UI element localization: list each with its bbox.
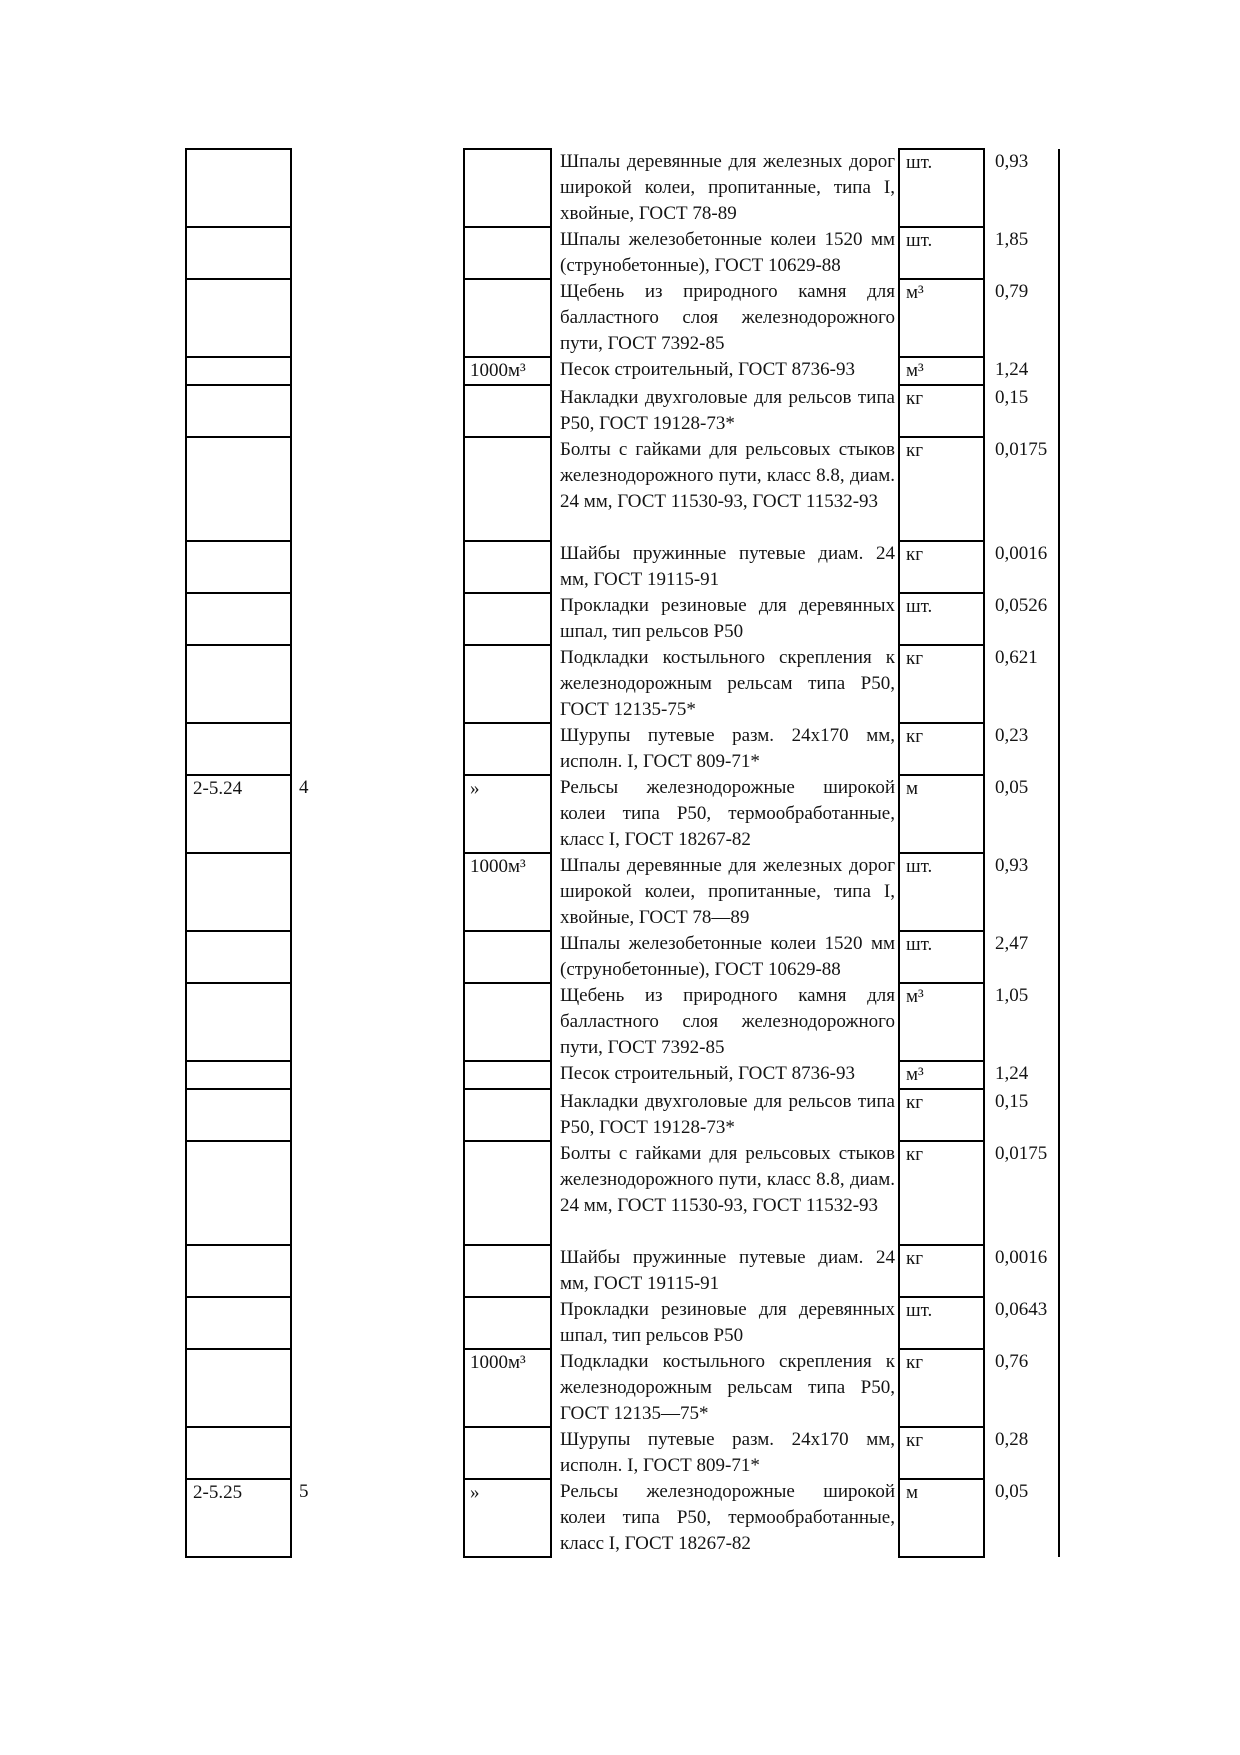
item-number-cell	[291, 357, 464, 385]
code-cell	[186, 1297, 291, 1349]
consumption-value-cell: 0,23	[984, 723, 1059, 775]
unit-cell: кг	[899, 385, 984, 437]
code-cell	[186, 931, 291, 983]
code-cell	[186, 357, 291, 385]
item-number-cell	[291, 541, 464, 593]
measure-unit-cell	[464, 983, 551, 1061]
unit-cell: шт.	[899, 1297, 984, 1349]
code-cell	[186, 279, 291, 357]
measure-unit-cell	[464, 1061, 551, 1089]
description-cell: Болты с гайками для рельсовых стыков железнодорожного пути, класс 8.8, диам. 24 мм, ГОСТ 11530-93, ГОСТ 11532-93	[551, 437, 899, 541]
item-number-cell	[291, 1089, 464, 1141]
unit-cell: кг	[899, 1089, 984, 1141]
item-number-cell	[291, 645, 464, 723]
item-number-cell	[291, 1427, 464, 1479]
description-cell: Рельсы железнодорожные широкой колеи типа Р50, термообработанные, класс I, ГОСТ 18267-82	[551, 1479, 899, 1557]
consumption-value-cell: 0,0175	[984, 1141, 1059, 1245]
code-cell	[186, 593, 291, 645]
code-cell	[186, 1061, 291, 1089]
table-row	[186, 437, 1059, 541]
description-cell: Шурупы путевые разм. 24х170 мм, исполн. I, ГОСТ 809-71*	[551, 723, 899, 775]
code-cell	[186, 541, 291, 593]
measure-unit-cell	[464, 931, 551, 983]
table-row	[186, 149, 1059, 227]
consumption-value-cell: 1,05	[984, 983, 1059, 1061]
code-cell	[186, 227, 291, 279]
unit-cell: м³	[899, 279, 984, 357]
measure-unit-cell	[464, 227, 551, 279]
measure-unit-cell	[464, 1297, 551, 1349]
consumption-value-cell: 0,0175	[984, 437, 1059, 541]
measure-unit-cell	[464, 645, 551, 723]
unit-cell: м³	[899, 1061, 984, 1089]
code-cell	[186, 1089, 291, 1141]
code-cell	[186, 1245, 291, 1297]
consumption-value-cell: 0,93	[984, 149, 1059, 227]
measure-unit-cell	[464, 437, 551, 541]
consumption-value-cell: 0,05	[984, 1479, 1059, 1557]
code-cell	[186, 437, 291, 541]
description-cell: Накладки двухголовые для рельсов типа Р50, ГОСТ 19128-73*	[551, 1089, 899, 1141]
measure-unit-cell	[464, 1141, 551, 1245]
table-row	[186, 1427, 1059, 1479]
table-row	[186, 1245, 1059, 1297]
item-number-cell: 4	[299, 777, 309, 798]
consumption-value-cell: 0,15	[984, 1089, 1059, 1141]
consumption-value-cell: 0,0643	[984, 1297, 1059, 1349]
consumption-value-cell: 0,28	[984, 1427, 1059, 1479]
measure-unit-cell	[464, 149, 551, 227]
measure-unit-cell: 1000м³	[464, 1349, 551, 1427]
description-cell: Щебень из природного камня для балластного слоя железнодорожного пути, ГОСТ 7392-85	[551, 983, 899, 1061]
code-cell: 2-5.24	[186, 775, 291, 853]
unit-cell: шт.	[899, 227, 984, 279]
code-cell	[186, 385, 291, 437]
description-cell: Прокладки резиновые для деревянных шпал, тип рельсов Р50	[551, 1297, 899, 1349]
consumption-value-cell: 0,0016	[984, 1245, 1059, 1297]
code-cell	[186, 1349, 291, 1427]
description-cell: Шурупы путевые разм. 24х170 мм, исполн. I, ГОСТ 809-71*	[551, 1427, 899, 1479]
unit-cell: кг	[899, 1141, 984, 1245]
measure-unit-cell	[464, 1427, 551, 1479]
table-row	[186, 775, 1059, 853]
measure-unit-cell: 1000м³	[464, 357, 551, 385]
item-number-cell	[291, 149, 464, 227]
unit-cell: м	[899, 775, 984, 853]
unit-cell: кг	[899, 437, 984, 541]
consumption-value-cell: 0,79	[984, 279, 1059, 357]
item-number-cell	[291, 437, 464, 541]
item-number-cell	[291, 1245, 464, 1297]
measure-unit-cell	[464, 1245, 551, 1297]
code-cell	[186, 149, 291, 227]
description-cell: Песок строительный, ГОСТ 8736-93	[551, 357, 899, 385]
item-number-cell	[291, 983, 464, 1061]
code-cell	[186, 645, 291, 723]
code-cell: 2-5.25	[186, 1479, 291, 1557]
consumption-value-cell: 0,15	[984, 385, 1059, 437]
item-number-cell	[291, 593, 464, 645]
item-number-cell	[291, 385, 464, 437]
code-cell	[186, 983, 291, 1061]
unit-cell: кг	[899, 1349, 984, 1427]
unit-cell: шт.	[899, 593, 984, 645]
unit-cell: шт.	[899, 853, 984, 931]
table-row	[186, 931, 1059, 983]
unit-cell: кг	[899, 723, 984, 775]
table-row	[186, 1061, 1059, 1089]
code-cell	[186, 1141, 291, 1245]
table-row	[186, 541, 1059, 593]
consumption-value-cell: 0,05	[984, 775, 1059, 853]
description-cell: Прокладки резиновые для деревянных шпал, тип рельсов Р50	[551, 593, 899, 645]
unit-cell: кг	[899, 541, 984, 593]
item-number-cell	[291, 931, 464, 983]
description-cell: Накладки двухголовые для рельсов типа Р50, ГОСТ 19128-73*	[551, 385, 899, 437]
measure-unit-cell	[464, 279, 551, 357]
table-row	[186, 1141, 1059, 1245]
table-row	[186, 593, 1059, 645]
item-number-cell	[291, 279, 464, 357]
table-row	[186, 357, 1059, 385]
item-number-cell	[291, 1297, 464, 1349]
consumption-value-cell: 1,24	[984, 1061, 1059, 1089]
table-row	[186, 983, 1059, 1061]
item-number-cell: 5	[299, 1481, 309, 1502]
table-row	[186, 853, 1059, 931]
consumption-value-cell: 1,85	[984, 227, 1059, 279]
code-cell	[186, 1427, 291, 1479]
materials-table	[185, 148, 1060, 1558]
consumption-value-cell: 2,47	[984, 931, 1059, 983]
item-number-cell	[291, 1349, 464, 1427]
materials-table-body	[186, 149, 1059, 1557]
item-number-cell	[291, 227, 464, 279]
description-cell: Подкладки костыльного скрепления к железнодорожным рельсам типа Р50, ГОСТ 12135-75*	[551, 645, 899, 723]
table-row	[186, 279, 1059, 357]
unit-cell: шт.	[899, 149, 984, 227]
measure-unit-cell: »	[464, 1479, 551, 1557]
table-row	[186, 645, 1059, 723]
unit-cell: м	[899, 1479, 984, 1557]
code-cell	[186, 853, 291, 931]
description-cell: Песок строительный, ГОСТ 8736-93	[551, 1061, 899, 1089]
table-row	[186, 227, 1059, 279]
consumption-value-cell: 0,0016	[984, 541, 1059, 593]
unit-cell: шт.	[899, 931, 984, 983]
item-number-cell	[291, 1141, 464, 1245]
measure-unit-cell	[464, 1089, 551, 1141]
unit-cell: м³	[899, 357, 984, 385]
measure-unit-cell	[464, 723, 551, 775]
measure-unit-cell	[464, 593, 551, 645]
description-cell: Шпалы железобетонные колеи 1520 мм (струнобетонные), ГОСТ 10629-88	[551, 227, 899, 279]
description-cell: Шпалы железобетонные колеи 1520 мм (струнобетонные), ГОСТ 10629-88	[551, 931, 899, 983]
description-cell: Рельсы железнодорожные широкой колеи типа Р50, термообработанные, класс I, ГОСТ 18267-82	[551, 775, 899, 853]
table-row	[186, 1089, 1059, 1141]
consumption-value-cell: 0,76	[984, 1349, 1059, 1427]
unit-cell: кг	[899, 1427, 984, 1479]
consumption-value-cell: 1,24	[984, 357, 1059, 385]
table-row	[186, 1479, 1059, 1557]
description-cell: Шпалы деревянные для железных дорог широкой колеи, пропитанные, типа I, хвойные, ГОСТ 78—89	[551, 853, 899, 931]
measure-unit-cell	[464, 541, 551, 593]
item-number-cell	[291, 853, 464, 931]
description-cell: Щебень из природного камня для балластного слоя железнодорожного пути, ГОСТ 7392-85	[551, 279, 899, 357]
description-cell: Шайбы пружинные путевые диам. 24 мм, ГОСТ 19115-91	[551, 1245, 899, 1297]
description-cell: Подкладки костыльного скрепления к железнодорожным рельсам типа Р50, ГОСТ 12135—75*	[551, 1349, 899, 1427]
unit-cell: м³	[899, 983, 984, 1061]
item-number-cell	[291, 1061, 464, 1089]
measure-unit-cell	[464, 385, 551, 437]
consumption-value-cell: 0,93	[984, 853, 1059, 931]
table-row	[186, 385, 1059, 437]
description-cell: Шпалы деревянные для железных дорог широкой колеи, пропитанные, типа I, хвойные, ГОСТ 78-89	[551, 149, 899, 227]
measure-unit-cell: »	[464, 775, 551, 853]
measure-unit-cell: 1000м³	[464, 853, 551, 931]
code-cell	[186, 723, 291, 775]
table-row	[186, 723, 1059, 775]
description-cell: Шайбы пружинные путевые диам. 24 мм, ГОСТ 19115-91	[551, 541, 899, 593]
item-number-cell	[291, 723, 464, 775]
table-row	[186, 1297, 1059, 1349]
consumption-value-cell: 0,0526	[984, 593, 1059, 645]
consumption-value-cell: 0,621	[984, 645, 1059, 723]
description-cell: Болты с гайками для рельсовых стыков железнодорожного пути, класс 8.8, диам. 24 мм, ГОСТ 11530-93, ГОСТ 11532-93	[551, 1141, 899, 1245]
unit-cell: кг	[899, 645, 984, 723]
unit-cell: кг	[899, 1245, 984, 1297]
table-row	[186, 1349, 1059, 1427]
